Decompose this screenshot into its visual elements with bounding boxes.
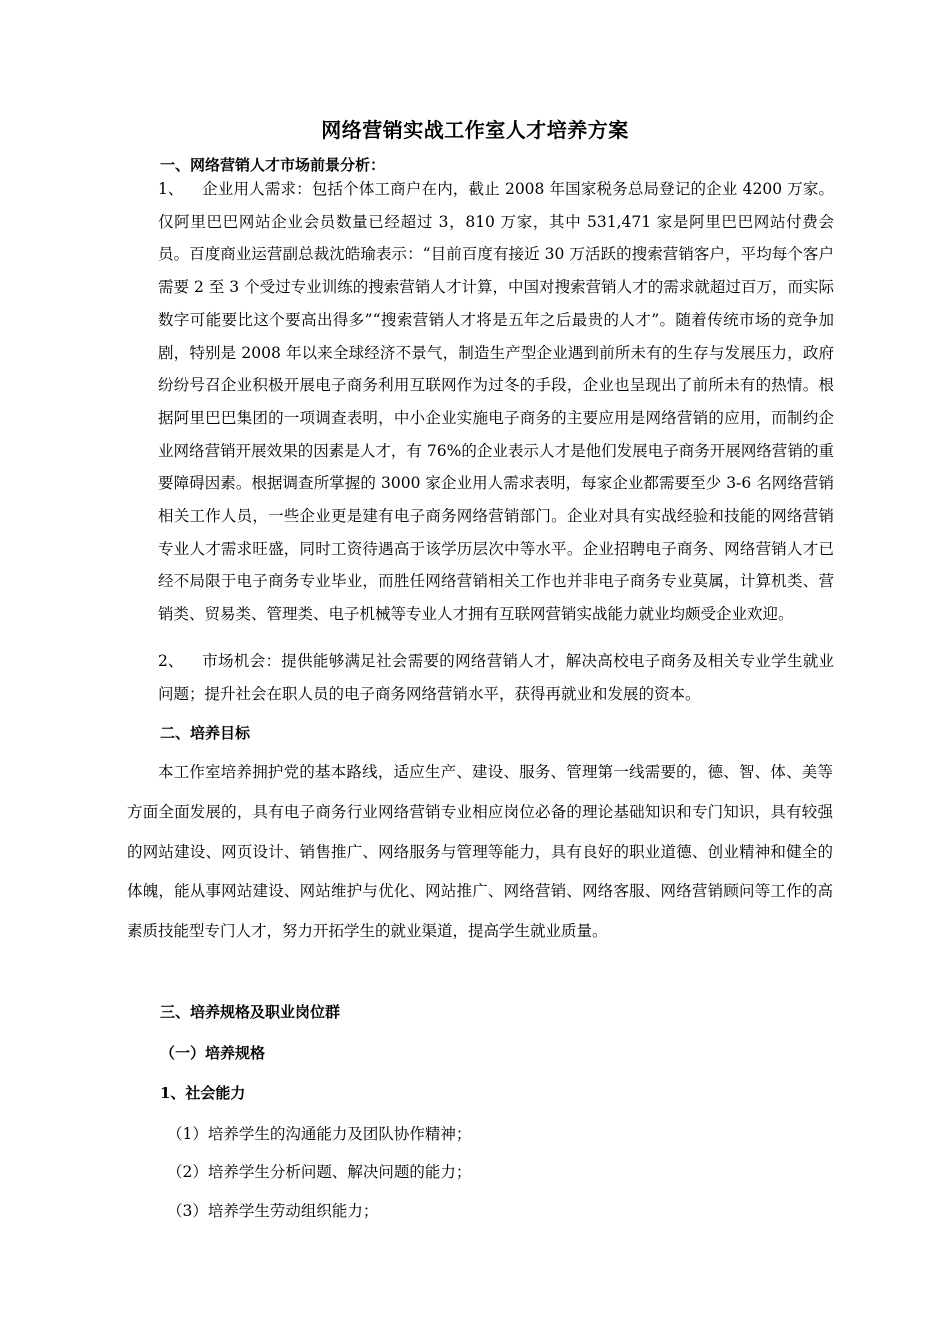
document-title: 网络营销实战工作室人才培养方案 [321,118,629,142]
list-item: （1）培养学生的沟通能力及团队协作精神； [167,1125,472,1143]
paragraph2-number: 2、 [158,652,184,670]
list-item: （3）培养学生劳动组织能力； [167,1202,379,1220]
section2-paragraph: 本工作室培养拥护党的基本路线，适应生产、建设、服务、管理第一线需要的，德、智、体、美等方面全面发展的，具有电子商务行业网络营销专业相应岗位必备的理论基础知识和专门知识，具有较强的网站建设、网页设计、销售推广、网络服务与管理等能力，具有良好的职业道德、创业精神和健全的体魄，能从事网站建设、网站维护与优化、网站推广、网络营销、网络客服、网络营销顾问等工作的高素质技能型专门人才，努力开拓学生的就业渠道，提高学生就业质量。 [127,763,833,941]
paragraph1-text: 企业用人需求：包括个体工商户在内，截止 2008 年国家税务总局登记的企业 4200 万家。仅阿里巴巴网站企业会员数量已经超过 3，810 万家，其中 531,471 家是阿里巴巴网站付费会员。百度商业运营副总裁沈皓瑜表示：“目前百度有接近 30 万活跃的搜索营销客户，平均每个客户需要 2 至 3 个受过专业训练的搜索营销人才计算，中国对搜索营销人才的需求就超过百万，而实际数字可能要比这个要高出得多”“搜索营销人才将是五年之后最贵的人才”。随着传统市场的竞争加剧，特别是 2008 年以来全球经济不景气，制造生产型企业遇到前所未有的生存与发展压力，政府纷纷号召企业积极开展电子商务利用互联网作为过冬的手段，企业也呈现出了前所未有的热情。根据阿里巴巴集团的一项调查表明，中小企业实施电子商务的主要应用是网络营销的应用，而制约企业网络营销开展效果的因素是人才，有 76%的企业表示人才是他们发展电子商务开展网络营销的重要障碍因素。根据调查所掌握的 3000 家企业用人需求表明，每家企业都需要至少 3-6 名网络营销相关工作人员，一些企业更是建有电子商务网络营销部门。企业对具有实战经验和技能的网络营销专业人才需求旺盛，同时工资待遇高于该学历层次中等水平。企业招聘电子商务、网络营销人才已经不局限于电子商务专业毕业，而胜任网络营销相关工作也并非电子商务专业莫属，计算机类、营销类、贸易类、管理类、电子机械等专业人才拥有互联网营销实战能力就业均颇受企业欢迎。 [158,180,834,624]
section1-paragraph1 [158,173,834,631]
section1-heading: 一、网络营销人才市场前景分析： [160,156,386,174]
paragraph2-text: 市场机会：提供能够满足社会需要的网络营销人才，解决高校电子商务及相关专业学生就业问题；提升社会在职人员的电子商务网络营销水平，获得再就业和发展的资本。 [158,652,834,703]
section3-subheading-social-ability: 1、社会能力 [160,1084,246,1102]
section3-heading: 三、培养规格及职业岗位群 [160,1003,341,1021]
section3-subheading-specs: （一）培养规格 [160,1044,266,1062]
section2-heading: 二、培养目标 [160,724,251,742]
list-item: （2）培养学生分析问题、解决问题的能力； [167,1163,472,1181]
paragraph1-number: 1、 [158,180,184,198]
section1-paragraph2 [158,645,834,710]
